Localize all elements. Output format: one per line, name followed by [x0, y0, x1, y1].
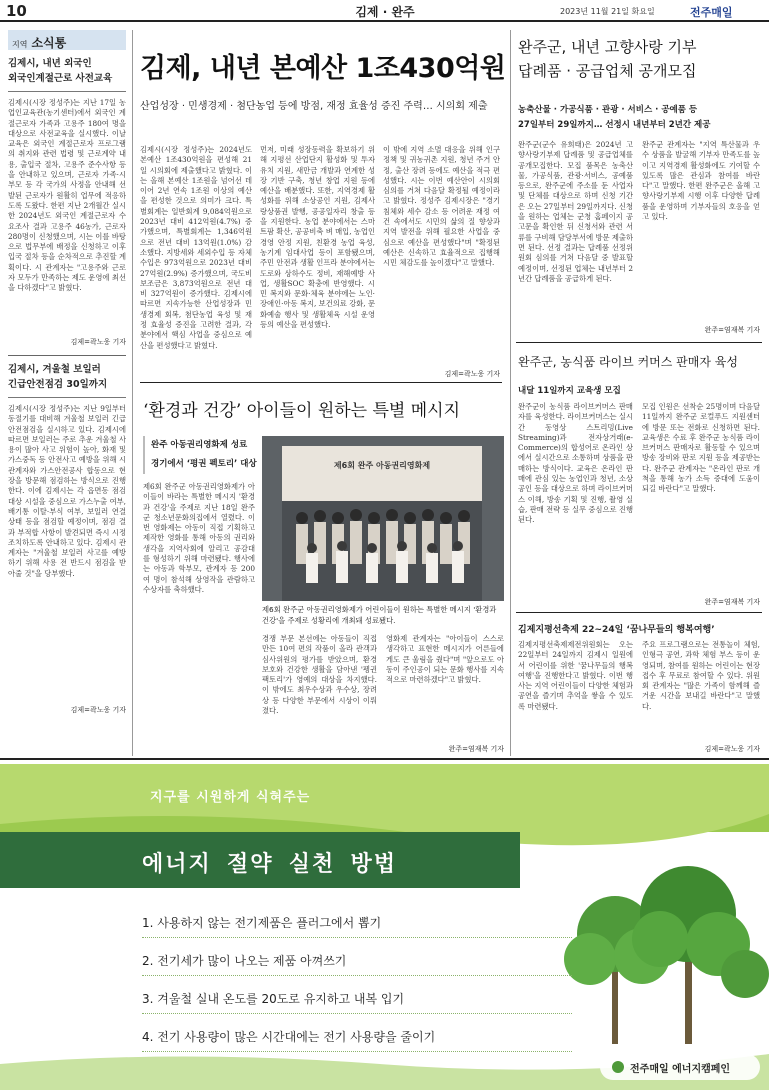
live-body-col2: 모집 인원은 선착순 25명이며 다음달 11일까지 완주군 로컬푸드 지원센터에 방문 또는 전화로 신청하면 된다. 교육생은 수료 후 완주군 농식품 라이브커머스 판매자로 활동할 수 있으며 방송 장비와 판로 지원 등을 제공받는다. 완주군 관계자는 "온라인 판로 개척을 통해 농가 소득 증대에 도움이 되길 바란다"고 말했다. — [642, 402, 760, 494]
section-rule — [516, 612, 762, 613]
main-body-col2: 먼저, 미래 성장동력을 확보하기 위해 지평선 산업단지 활성화 및 투자유치 지원, 새만금 개발과 연계한 성장 기반 구축, 청년 창업 지원 등에 예산을 배분했다. 또한, 지역경제 활성화를 위해 소상공인 지원, 김제사랑상품권 발행, 공공일자리 창출 등을 지원한다. 농업 분야에서는 스마트팜 확산, 공공비축 벼 매입, 농업인 경영 안정 지원, 친환경 농업 육성, 농기계 임대사업 등이 포함됐으며, 주민 안전과 생활 인프라 분야에서는 도로와 상하수도 정비, 재해예방 사업, 생활SOC 확충에 반영했다. 시민 복지와 문화·체육 분야에는 노인·장애인·아동 복지, 보건의료 강화, 문화예술 행사 및 생활체육 시설 운영 등의 예산을 편성했다. — [260, 145, 375, 330]
briefs-label: 지역 소식통 — [8, 30, 126, 50]
live-body-col1: 완주군이 농식품 라이브커머스 판매자를 육성한다. 라이브커머스는 실시간 동영상 스트리밍(Live Streaming)과 전자상거래(e-Commerce)의 합성어로 온라인 상에서 실시간으로 소통하며 상품을 판매하는 방식이다. 교육은 온라인 판매에 관심 있는 농업인과 청년, 소상공인 등을 대상으로 하며 라이브커머스 이해, 방송 기획 및 진행, 촬영 실습, 판매 전략 등 실무 중심으로 진행된다. — [518, 402, 633, 525]
feature-subheadline: 완주 아동권리영화제 성료 경기에서 ‘평권 펙토리’ 대상 — [143, 436, 257, 474]
main-headline: 김제, 내년 본예산 1조430억원 — [140, 53, 506, 84]
live-headline: 완주군, 농식품 라이브 커머스 판매자 육성 — [518, 355, 738, 369]
section-name: 김제 · 완주 — [355, 5, 415, 19]
main-byline: 김제=곽노웅 기자 — [444, 370, 500, 378]
photo-banner-text: 제6회 완주 아동권리영화제 — [333, 461, 431, 470]
ad-tip-item: 3. 겨울철 실내 온도를 20도로 유지하고 내복 입기 — [142, 980, 572, 1018]
brief1-body: 김제시(시장 정성주)는 지난 17일 농업인교육관(농기센터)에서 외국인 계절근로자 가족과 고용주 180여 명을 대상으로 사전교육을 실시했다. 이날 교육은 외국인 계절근로자 프로그램의 취지와 관련 법령 및 근로계약 내용, 출입국 절차, 고용주 준수사항 등을 안내하고 있으며, 근로자 가족·시부모 등 각 국가의 사정을 안내해 선발된 근로자가 원활히 업무에 적응하도록 도왔다. 한편 지난 2개월간 실시한 2024년도 외국인 계절근로자 수요조사 결과 고용주 46농가, 근로자 280명이 신청했으며, 시는 이를 바탕으로 법무부에 배정을 신청하고 이후 입국 절차 등을 순차적으로 추진할 계획이다. 시 관계자는 "고용주와 근로자 모두가 만족하는 제도 운영에 최선을 다하겠다"고 밝혔다. — [8, 98, 126, 293]
ad-separator — [0, 758, 769, 760]
ad-tagline: 지구를 시원하게 식혀주는 — [150, 790, 311, 805]
section-rule — [516, 342, 762, 343]
feature-headline: ‘환경과 건강’ 아이들이 원하는 특별 메시지 — [143, 401, 461, 421]
feature-body-col3: 영화제 관계자는 "아이들이 스스로 생각하고 표현한 메시지가 어른들에게도 큰 울림을 줬다"며 "앞으로도 아동이 주인공이 되는 문화 행사를 지속적으로 마련하겠다"고 밝혔다. — [386, 634, 504, 685]
ad-tips-list — [142, 904, 572, 1056]
live-subheadline: 내달 11일까지 교육생 모집 — [518, 386, 621, 396]
brief1-headline-2: 외국인계절근로 사전교육 — [8, 71, 126, 92]
event-group-photo — [262, 436, 504, 601]
brief2-body: 김제시(시장 정성주)는 지난 9일부터 동절기를 대비해 겨울철 보일러 긴급안전점검을 실시하고 있다. 김제시에 따르면 보일러는 주로 추운 겨울철 사용이 많아 사고 위험이 높아, 화재 및 가스중독 등 안전사고 예방을 위해 시 관계자와 가스안전공사 합동으로 현장을 방문해 점검하는 방식으로 진행한다. 이에 김제시는 각 읍면동 점검대상 시설을 중심으로 가스누출 여부, 배기통 이탈·부식 여부, 보일러 연결 상태 등을 점검할 예정이며, 점검 결과 부적합 사항이 발견되면 즉시 시정 조치하도록 안내하고 있다. 김제시 관계자는 "겨울철 보일러 사고를 예방하기 위해 사용 전 반드시 점검을 받아줄 것"을 당부했다. — [8, 404, 126, 578]
energy-campaign-ad — [0, 764, 769, 1090]
ad-title: 에너지 절약 실천 방법 — [142, 852, 398, 877]
gift-subheadline: 농축산물 · 가공식품 · 관광 · 서비스 · 공예품 등 27일부터 29일까지… 선정시 내년부터 2년간 제공 — [518, 105, 711, 130]
feature-body-col1: 제6회 완주군 아동권리영화제가 아이들이 바라는 특별한 메시지 '환경과 건강'을 주제로 지난 18일 완주군 청소년문화의집에서 열렸다. 이번 영화제는 아동이 직접 기획하고 제작한 영화를 통해 아동의 권리와 생각을 지역사회에 알리고 공감대를 형성하기 위해 마련됐다. 행사에는 아동과 학부모, 관계자 등 200여 명이 참석해 상영작을 관람하고 수상자를 축하했다. — [143, 482, 255, 594]
brief1-byline: 김제=곽노웅 기자 — [70, 338, 126, 346]
gift-body-col1: 완주군(군수 유희태)은 2024년 고향사랑기부제 답례품 및 공급업체를 공개모집한다. 모집 품목은 농축산물, 가공식품, 관광·서비스, 공예품 등으로, 완주군에 주소를 둔 사업자 및 단체를 대상으로 하며 신청 기간은 오는 27일부터 29일까지다. 신청을 원하는 업체는 군청 홈페이지 공고문을 확인한 뒤 신청서와 관련 서류를 구비해 담당부서에 방문 제출하면 된다. 선정 결과는 답례품 선정위원회 심의를 거쳐 다음달 중 발표할 예정이며, 선정된 업체는 내년부터 2년간 답례품을 공급하게 된다. — [518, 140, 633, 283]
live-byline: 완주=염재복 기자 — [704, 598, 760, 606]
section-rule — [140, 382, 502, 383]
ad-tip-item: 1. 사용하지 않는 전기제품은 플러그에서 뽑기 — [142, 904, 572, 942]
main-body-col1: 김제시(시장 정성주)는 2024년도 본예산 1조430억원을 편성해 21일 시의회에 제출했다고 밝혔다. 이는 올해 본예산 1조원을 넘어선 데 이어 2년 연속 1조원 이상의 예산을 편성한 것으로 의미가 크다. 특별회계는 일반회계 9,084억원으로 2023년 대비 412억원(4.7%) 증가했으며, 특별회계는 1,346억원으로 전년 대비 13억원(1.0%) 감소했다. 지방세와 세외수입 등 자체 수입은 973억원으로 2023년 대비 27억원(2.9%) 증가했으며, 국도비 보조금은 3,873억원으로 전년 대비 327억원이 증가했다. 김제시에 따르면 지속가능한 산업성장과 민생경제 회복, 첨단농업 육성 및 재정 효율성 증진을 고려한 결과, 각 분야에서 핵심 사업을 중심으로 예산을 편성했다고 밝혔다. — [140, 145, 252, 350]
ad-tip-item: 4. 전기 사용량이 많은 시간대에는 전기 사용량을 줄이기 — [142, 1018, 572, 1056]
main-body-col3: 이 밖에 지역 소멸 대응을 위해 인구 정책 및 귀농귀촌 지원, 청년 주거 안정, 출산 장려 등에도 예산을 적극 편성했다. 시는 이번 예산안이 시의회 심의를 거쳐 다음달 확정될 예정이라고 밝혔다. 정성주 김제시장은 "경기 침체와 세수 감소 등 어려운 재정 여건 속에서도 시민의 삶의 질 향상과 지역 발전을 위해 필요한 사업을 중심으로 예산을 편성했다"며 "확정된 예산은 신속하고 효율적으로 집행해 시민 체감도를 높이겠다"고 말했다. — [383, 145, 500, 268]
feature-body-col2: 경쟁 부문 본선에는 아동들이 직접 만든 10여 편의 작품이 올라 관객과 심사위원의 평가를 받았으며, 환경 보호와 건강한 생활을 담아낸 '펭귄 팩토리'가 영예의 대상을 차지했다. 이 밖에도 최우수상과 우수상, 장려상 등 다양한 부문에서 시상이 이뤄졌다. — [262, 634, 377, 716]
festival-body-col2: 주요 프로그램으로는 전통놀이 체험, 인형극 공연, 과학 체험 부스 등이 운영되며, 참여를 원하는 어린이는 현장 접수 후 무료로 참여할 수 있다. 위원회 관계자는 "많은 가족이 함께해 즐거운 시간을 보내길 바란다"고 말했다. — [642, 640, 760, 711]
issue-date: 2023년 11월 21일 화요일 — [560, 7, 655, 16]
photo-caption: 제6회 완주군 아동권리영화제가 어린이들이 원하는 특별한 메시지 '환경과 건강'을 주제로 성황리에 개최돼 성료됐다. — [262, 605, 497, 625]
gift-headline-2: 답례품 · 공급업체 공개모집 — [518, 62, 697, 80]
brief1-headline-1: 김제시, 내년 외국인 — [8, 58, 92, 69]
briefs-column — [8, 30, 126, 756]
main-subheadline: 산업성장 · 민생경제 · 첨단농업 등에 방점, 재정 효율성 증진 주력… 시의회 제출 — [140, 101, 488, 112]
brief-divider — [8, 355, 126, 356]
gift-headline-1: 완주군, 내년 고향사랑 기부 — [518, 38, 697, 56]
ad-campaign-name: 전주매일 에너지캠페인 — [630, 1064, 731, 1075]
column-rule — [132, 30, 133, 756]
column-rule — [510, 30, 511, 756]
festival-body-col1: 김제지평선축제제전위원회는 오는 22일부터 24일까지 김제시 일원에서 어린이를 위한 '꿈나무들의 행복여행'을 진행한다고 밝혔다. 이번 행사는 지역 어린이들이 다양한 체험과 공연을 즐기며 추억을 쌓을 수 있도록 마련됐다. — [518, 640, 633, 711]
brief2-byline: 김제=곽노웅 기자 — [70, 706, 126, 714]
feature-byline: 완주=염재복 기자 — [448, 745, 504, 753]
page-number: 10 — [6, 2, 27, 20]
festival-headline: 김제지평선축제 22~24일 ‘꿈나무들의 행복여행’ — [518, 625, 715, 635]
gift-body-col2: 완주군 관계자는 "지역 특산물과 우수 상품을 발굴해 기부자 만족도를 높이고 지역경제 활성화에도 기여할 수 있도록 많은 관심과 참여를 바란다"고 말했다. 한편 완주군은 올해 고향사랑기부제 시행 이후 다양한 답례품을 운영하며 기부자들의 호응을 얻고 있다. — [642, 140, 760, 222]
gift-byline: 완주=염재복 기자 — [704, 326, 760, 334]
brief2-headline-2: 긴급안전점검 30일까지 — [8, 377, 126, 398]
brief2-headline-1: 김제시, 겨울철 보일러 — [8, 364, 101, 375]
ad-tip-item: 2. 전기세가 많이 나오는 제품 아껴쓰기 — [142, 942, 572, 980]
newspaper-brand: 전주매일 — [690, 6, 733, 19]
page-header — [0, 0, 769, 22]
festival-byline: 김제=곽노웅 기자 — [704, 745, 760, 753]
